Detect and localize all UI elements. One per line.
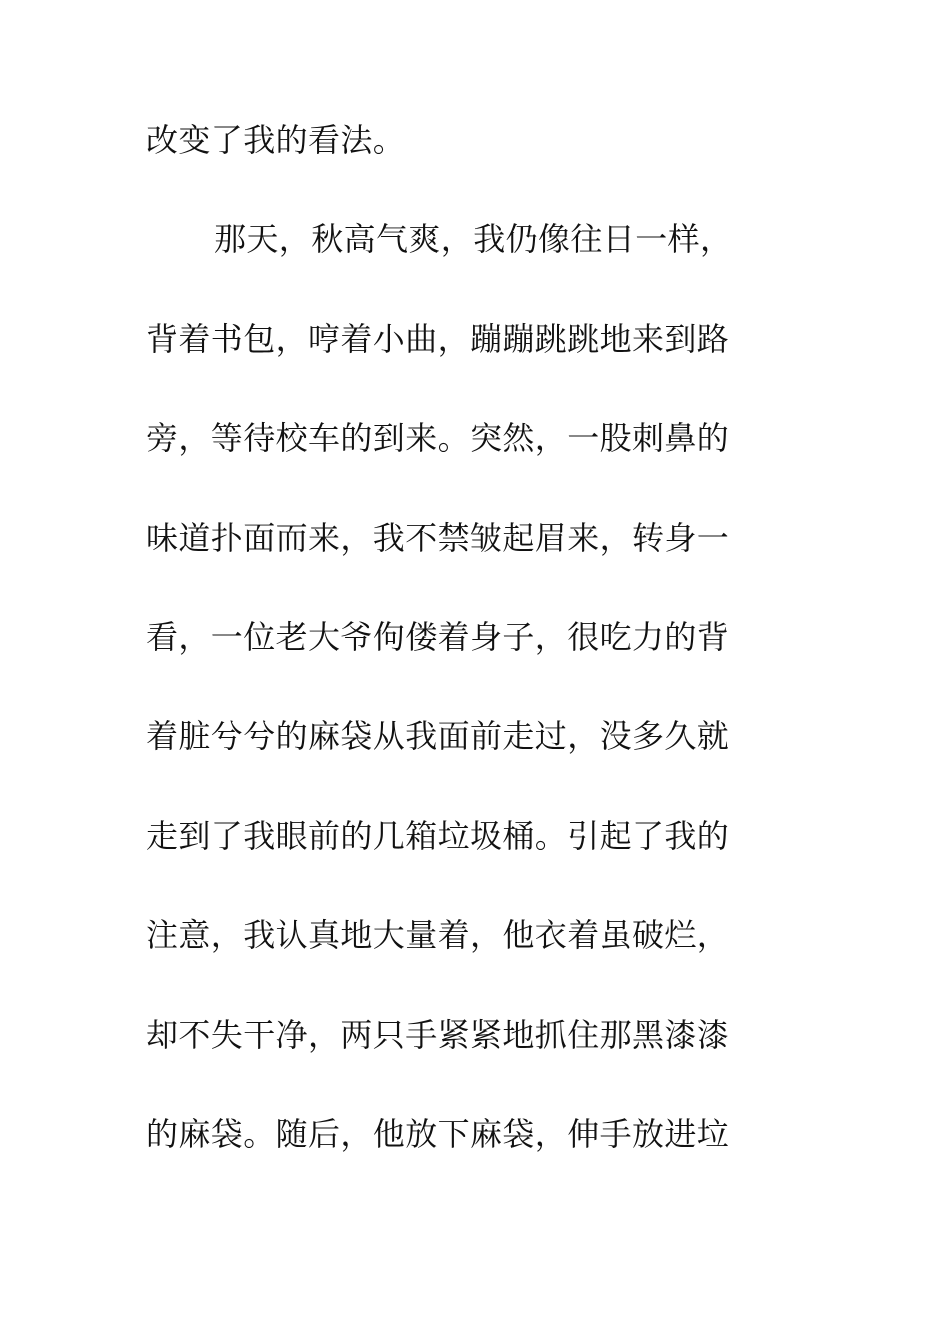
text-line: 却不失干净，两只手紧紧地抓住那黑漆漆 [146,1015,730,1054]
text-line: 的麻袋。随后，他放下麻袋，伸手放进垃 [146,1114,730,1153]
text-line: 改变了我的看法。 [146,121,406,159]
paragraph-start-line: 那天，秋高气爽，我仍像往日一样， [214,220,733,259]
text-line: 走到了我眼前的几箱垃圾桶。引起了我的 [146,816,730,855]
text-line: 背着书包，哼着小曲，蹦蹦跳跳地来到路 [146,319,730,358]
text-line: 注意，我认真地大量着，他衣着虽破烂， [146,916,730,955]
text-line: 味道扑面而来，我不禁皱起眉来，转身一 [146,518,730,557]
text-line: 着脏兮兮的麻袋从我面前走过，没多久就 [146,717,730,756]
text-line: 看，一位老大爷佝偻着身子，很吃力的背 [146,617,730,656]
body-text [146,121,786,1217]
text-line: 旁，等待校车的到来。突然，一股刺鼻的 [146,419,730,458]
